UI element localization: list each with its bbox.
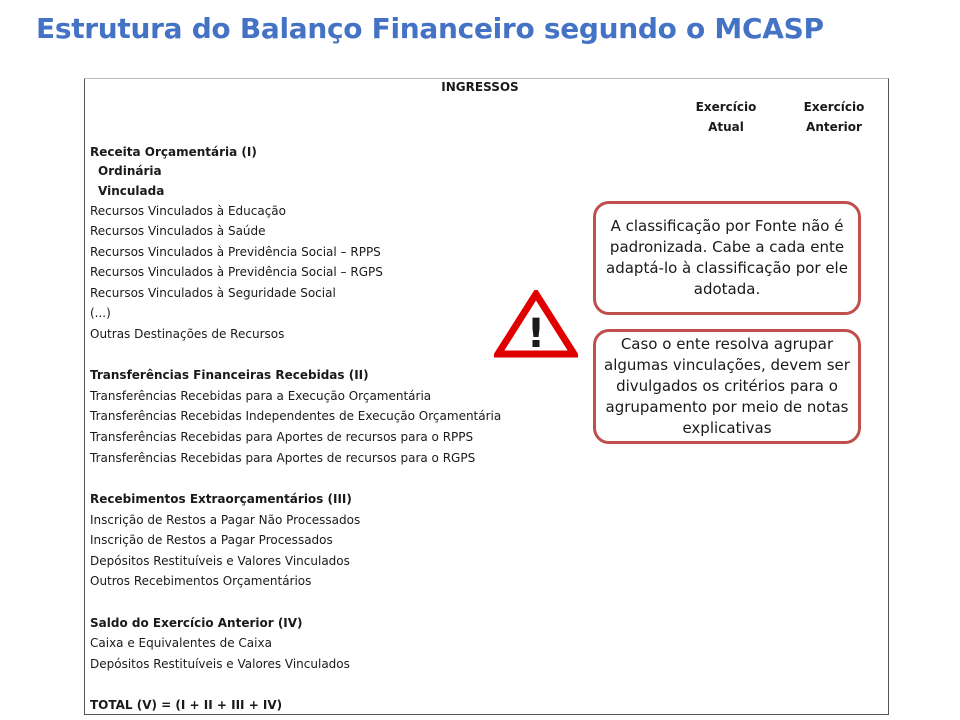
callout-grouping-note [593, 329, 861, 444]
callout-classification-note [593, 201, 861, 315]
table-row: Depósitos Restituíveis e Valores Vinculados [90, 657, 350, 671]
table-row: Caixa e Equivalentes de Caixa [90, 636, 272, 650]
column-header-current-line2: Atual [708, 120, 744, 134]
table-row: Recursos Vinculados à Seguridade Social [90, 286, 336, 300]
column-header-current-year [666, 97, 786, 137]
table-row: Depósitos Restituíveis e Valores Vinculados [90, 554, 350, 568]
table-section-heading: Receita Orçamentária (I) [90, 145, 257, 159]
table-section-heading: TOTAL (V) = (I + II + III + IV) [90, 698, 283, 712]
column-header-current-line1: Exercício [695, 100, 757, 114]
callout-classification-text: A classificação por Fonte não é padronizada. Cabe a cada ente adaptá-lo à classificação por ele adotada. [606, 217, 848, 298]
table-row: Recursos Vinculados à Previdência Social – RGPS [90, 265, 383, 279]
table-header-ingressos: INGRESSOS [441, 80, 519, 94]
table-row: Outras Destinações de Recursos [90, 327, 285, 341]
table-row: (...) [90, 306, 111, 320]
table-row: Transferências Recebidas Independentes de Execução Orçamentária [90, 409, 502, 423]
table-row: Recursos Vinculados à Previdência Social – RPPS [90, 245, 381, 259]
table-section-heading: Recebimentos Extraorçamentários (III) [90, 492, 352, 506]
table-row: Transferências Recebidas para Aportes de recursos para o RGPS [90, 451, 476, 465]
warning-icon [494, 290, 578, 358]
warning-exclamation: ! [526, 311, 546, 357]
callout-grouping-text: Caso o ente resolva agrupar algumas vinculações, devem ser divulgados os critérios para o agrupamento por meio de notas explicativas [604, 335, 850, 437]
table-row: Transferências Recebidas para Aportes de recursos para o RPPS [90, 430, 474, 444]
table-row: Recursos Vinculados à Saúde [90, 224, 266, 238]
table-section-heading: Vinculada [98, 184, 165, 198]
column-header-previous-line2: Anterior [806, 120, 862, 134]
table-row: Recursos Vinculados à Educação [90, 204, 286, 218]
table-section-heading: Transferências Financeiras Recebidas (II) [90, 368, 369, 382]
slide-title: Estrutura do Balanço Financeiro segundo o MCASP [36, 12, 824, 45]
table-row: Transferências Recebidas para a Execução Orçamentária [90, 389, 432, 403]
table-row: Outros Recebimentos Orçamentários [90, 574, 312, 588]
column-header-previous-year [774, 97, 894, 137]
table-row: Inscrição de Restos a Pagar Não Processados [90, 513, 361, 527]
table-section-heading: Ordinária [98, 164, 162, 178]
table-row: Inscrição de Restos a Pagar Processados [90, 533, 333, 547]
column-header-previous-line1: Exercício [803, 100, 865, 114]
table-section-heading: Saldo do Exercício Anterior (IV) [90, 616, 303, 630]
